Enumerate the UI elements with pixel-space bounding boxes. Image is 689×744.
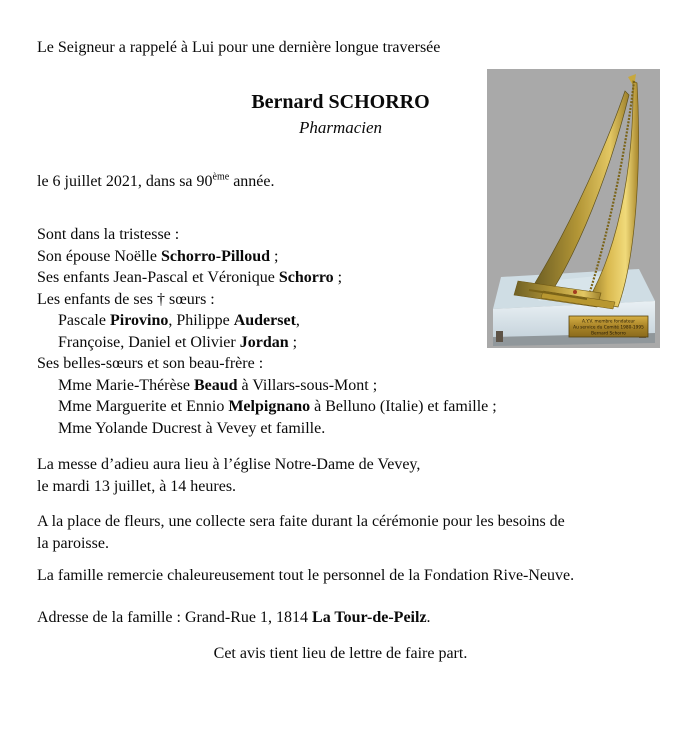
deceased-profession: Pharmacien bbox=[298, 117, 383, 137]
trophy-plaque bbox=[569, 316, 648, 337]
plaque-line-2: Au service du Comité 1980-1995 bbox=[573, 325, 644, 331]
text-segment: Pascale bbox=[58, 312, 110, 329]
date-text-end: année. bbox=[229, 172, 275, 190]
text-segment: Françoise, Daniel et Olivier bbox=[58, 333, 240, 351]
text-segment: . bbox=[426, 608, 431, 626]
text-segment: , bbox=[295, 312, 300, 329]
sailboat-trophy-image bbox=[487, 69, 660, 348]
hull-red-fitting bbox=[573, 290, 577, 294]
ceremony-line-2: le mardi 13 juillet, à 14 heures. bbox=[37, 477, 237, 495]
ceremony-paragraph bbox=[37, 454, 644, 497]
surname-bold: Beaud bbox=[193, 376, 238, 394]
text-segment: Adresse de la famille : Grand-Rue 1, 1814 bbox=[37, 608, 313, 626]
mourner-inlaw-2 bbox=[37, 396, 644, 418]
plaque-line-3: Bernard Schorro bbox=[591, 331, 626, 337]
address-town-bold: La Tour-de-Peilz bbox=[312, 608, 427, 626]
text-segment: à Belluno (Italie) et famille ; bbox=[310, 398, 497, 415]
text-segment: Mme Marguerite et Ennio bbox=[58, 398, 229, 415]
mourner-inlaw-3 bbox=[37, 418, 644, 440]
mourner-inlaws-heading bbox=[37, 353, 644, 375]
text-segment: à Villars-sous-Mont ; bbox=[237, 376, 378, 394]
surname-bold: Pirovino bbox=[109, 312, 169, 329]
collection-line-1: A la place de fleurs, une collecte sera faite durant la cérémonie pour les besoins de bbox=[37, 513, 565, 530]
trophy-photo bbox=[487, 69, 660, 348]
text-segment: Mme Marie-Thérèse bbox=[58, 376, 194, 394]
surname-bold: Jordan bbox=[239, 333, 289, 351]
text-segment: Ses enfants Jean-Pascal et Véronique bbox=[37, 269, 279, 286]
text-segment: Son épouse Noëlle bbox=[37, 247, 161, 265]
deceased-name: Bernard SCHORRO bbox=[251, 90, 430, 113]
text-segment: Mme Yolande Ducrest à Vevey et famille. bbox=[58, 419, 326, 437]
surname-bold: Schorro-Pilloud bbox=[160, 247, 271, 265]
text-segment: Les enfants de ses † sœurs : bbox=[37, 290, 215, 308]
thanks-paragraph: La famille remercie chaleureusement tout le personnel de la Fondation Rive-Neuve. bbox=[37, 567, 575, 584]
text-segment: , Philippe bbox=[168, 312, 234, 329]
text-segment: ; bbox=[333, 269, 343, 286]
closing-line: Cet avis tient lieu de lettre de faire part. bbox=[213, 645, 468, 662]
family-address bbox=[37, 607, 644, 629]
base-foot-left bbox=[496, 331, 503, 342]
text-segment: ; bbox=[270, 247, 279, 265]
plaque-line-1: A.Y.V. membre fondateur bbox=[582, 319, 635, 325]
surname-bold: Schorro bbox=[278, 269, 334, 286]
date-ordinal-suffix: ème bbox=[212, 171, 230, 183]
text-segment: Ses belles-sœurs et son beau-frère : bbox=[37, 355, 264, 372]
surname-bold: Melpignano bbox=[228, 398, 311, 415]
intro-line: Le Seigneur a rappelé à Lui pour une dernière longue traversée bbox=[37, 39, 441, 56]
date-text: le 6 juillet 2021, dans sa 90 bbox=[37, 172, 213, 190]
ceremony-line-1: La messe d’adieu aura lieu à l’église Notre-Dame de Vevey, bbox=[37, 456, 421, 473]
text-segment: ; bbox=[288, 333, 298, 351]
text-segment: Sont dans la tristesse : bbox=[37, 226, 180, 243]
surname-bold: Auderset bbox=[233, 312, 296, 329]
collection-line-2: la paroisse. bbox=[37, 534, 109, 552]
collection-paragraph bbox=[37, 511, 644, 554]
mourner-inlaw-1 bbox=[37, 375, 644, 397]
